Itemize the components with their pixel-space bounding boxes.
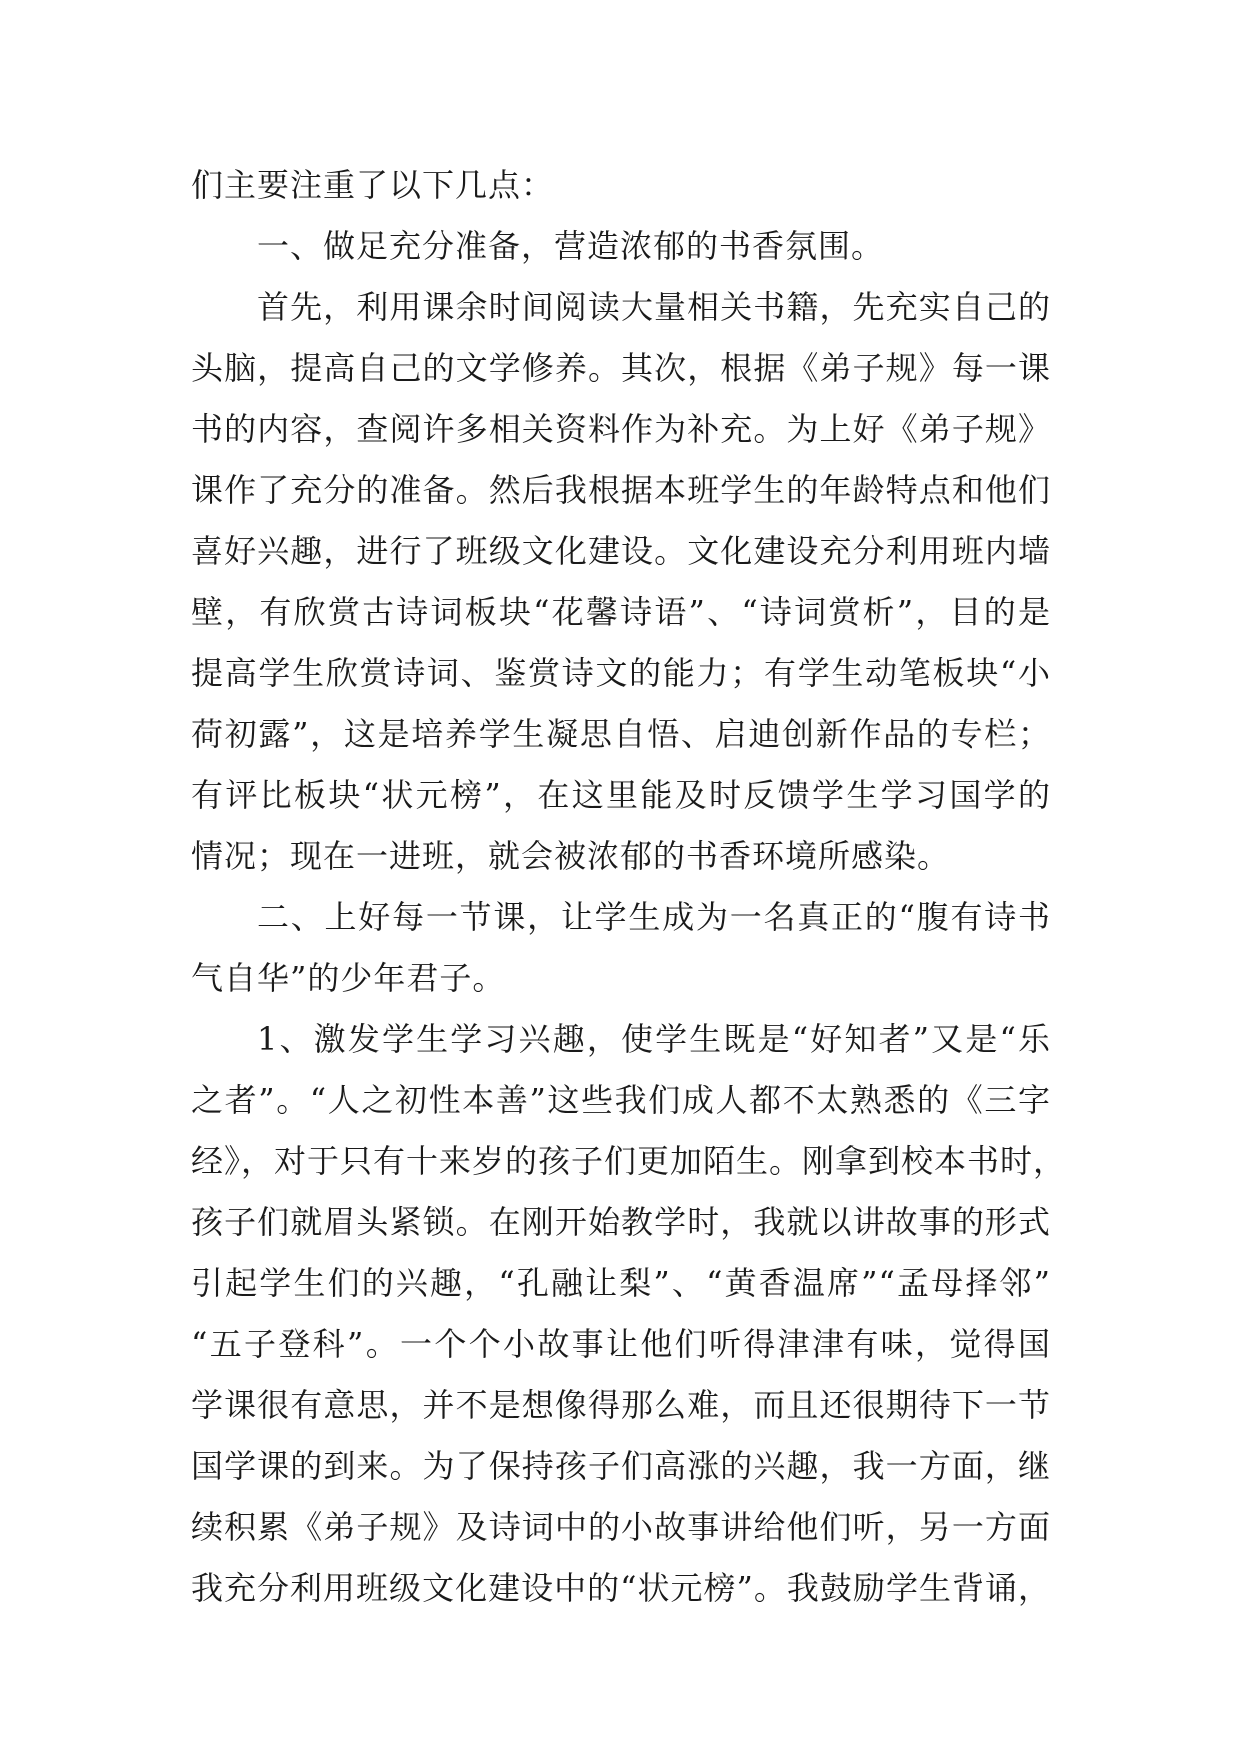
section-heading: 二、上好每一节课，让学生成为一名真正的“腹有诗书 xyxy=(257,898,1051,936)
text-line: 荷初露”，这是培养学生凝思自悟、启迪创新作品的专栏； xyxy=(191,715,1051,753)
text-line: 国学课的到来。为了保持孩子们高涨的兴趣，我一方面，继 xyxy=(191,1447,1051,1485)
text-line: 情况；现在一进班，就会被浓郁的书香环境所感染。 xyxy=(191,837,951,875)
text-line: 壁，有欣赏古诗词板块“花馨诗语”、“诗词赏析”，目的是 xyxy=(191,593,1051,631)
text-line: 孩子们就眉头紧锁。在刚开始教学时，我就以讲故事的形式 xyxy=(191,1203,1051,1241)
text-line: 经》，对于只有十来岁的孩子们更加陌生。刚拿到校本书时， xyxy=(191,1142,1067,1180)
text-line: 们主要注重了以下几点： xyxy=(191,166,555,204)
text-line: 喜好兴趣，进行了班级文化建设。文化建设充分利用班内墙 xyxy=(191,532,1051,570)
text-line: 书的内容，查阅许多相关资料作为补充。为上好《弟子规》 xyxy=(191,410,1051,448)
section-heading-cont: 气自华”的少年君子。 xyxy=(191,959,506,997)
text-line: “五子登科”。一个个小故事让他们听得津津有味，觉得国 xyxy=(191,1325,1051,1363)
text-line: 提高学生欣赏诗词、鉴赏诗文的能力；有学生动笔板块“小 xyxy=(191,654,1051,692)
text-line: 1、激发学生学习兴趣，使学生既是“好知者”又是“乐 xyxy=(257,1020,1051,1058)
text-line: 首先，利用课余时间阅读大量相关书籍，先充实自己的 xyxy=(257,288,1051,326)
text-line: 有评比板块“状元榜”，在这里能及时反馈学生学习国学的 xyxy=(191,776,1051,814)
text-line: 头脑，提高自己的文学修养。其次，根据《弟子规》每一课 xyxy=(191,349,1051,387)
text-line: 学课很有意思，并不是想像得那么难，而且还很期待下一节 xyxy=(191,1386,1051,1424)
section-heading: 一、做足充分准备，营造浓郁的书香氛围。 xyxy=(257,227,885,265)
text-line: 之者”。“人之初性本善”这些我们成人都不太熟悉的《三字 xyxy=(191,1081,1051,1119)
text-line: 我充分利用班级文化建设中的“状元榜”。我鼓励学生背诵， xyxy=(191,1569,1051,1607)
text-line: 引起学生们的兴趣，“孔融让梨”、“黄香温席”“孟母择邻” xyxy=(191,1264,1051,1302)
text-line: 课作了充分的准备。然后我根据本班学生的年龄特点和他们 xyxy=(191,471,1051,509)
text-line: 续积累《弟子规》及诗词中的小故事讲给他们听，另一方面 xyxy=(191,1508,1051,1546)
